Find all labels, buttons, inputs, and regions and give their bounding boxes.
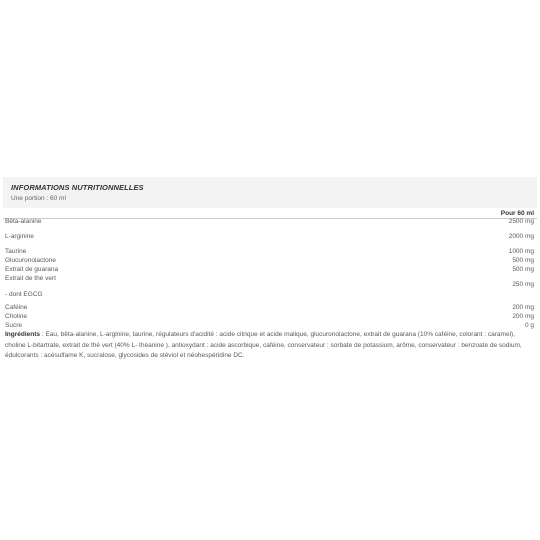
row-label: Extrait de guarana	[5, 266, 59, 273]
table-row	[5, 256, 534, 265]
ingredients-label: Ingrédients	[5, 331, 41, 338]
row-value: 500 mg	[512, 266, 534, 273]
table-row	[5, 265, 534, 274]
ingredients-list: : Eau, bêta-alanine, L-arginine, taurine, régulateurs d'acidité : acide citrique et acide malique, glucuronolactone, extrait de guarana (10% caféine, colorant : caramel), choline L-bitartrate, extrait de thé vert (40% L- théanine ), antioxydant : acide ascorbique, caféine, conservateur : sorbate de potassium, arôme, conservateur : benzoate de sodium, édulcorants : acésulfame K, sucralose, glycosides de stéviol et néohespéridine DC.	[5, 331, 522, 359]
row-label: - dont EGCG	[5, 291, 43, 298]
row-label: Taurine	[5, 248, 27, 255]
row-value: 2500 mg	[508, 218, 534, 225]
serving-size: Une portion : 60 ml	[11, 195, 66, 202]
row-label: Extrait de thé vert	[5, 275, 56, 282]
row-value: 500 mg	[512, 257, 534, 264]
row-label: Sucre	[5, 322, 22, 329]
table-row	[5, 247, 534, 256]
row-label: Glucuronolactone	[5, 257, 56, 264]
row-value: 1000 mg	[508, 248, 534, 255]
row-value: 250 mg	[512, 281, 534, 288]
row-value: 200 mg	[512, 313, 534, 320]
row-label: Caféine	[5, 304, 28, 311]
row-value: 2000 mg	[508, 233, 534, 240]
table-row	[5, 303, 534, 312]
row-label: Choline	[5, 313, 28, 320]
nutrition-panel	[3, 177, 537, 359]
table-row	[5, 312, 534, 321]
row-value: 0 g	[524, 322, 534, 329]
row-label: Bêta-alanine	[5, 218, 42, 225]
nutrition-header	[3, 177, 537, 208]
nutrition-title: INFORMATIONS NUTRITIONNELLES	[11, 183, 144, 192]
table-row	[5, 321, 534, 330]
column-header: Pour 60 ml	[500, 210, 534, 217]
table-row	[5, 280, 534, 289]
table-row	[5, 232, 534, 241]
table-row	[5, 217, 534, 226]
row-label: L-arginine	[5, 233, 34, 240]
table-row	[5, 290, 534, 299]
row-value: 200 mg	[512, 304, 534, 311]
ingredients-text	[5, 330, 534, 362]
